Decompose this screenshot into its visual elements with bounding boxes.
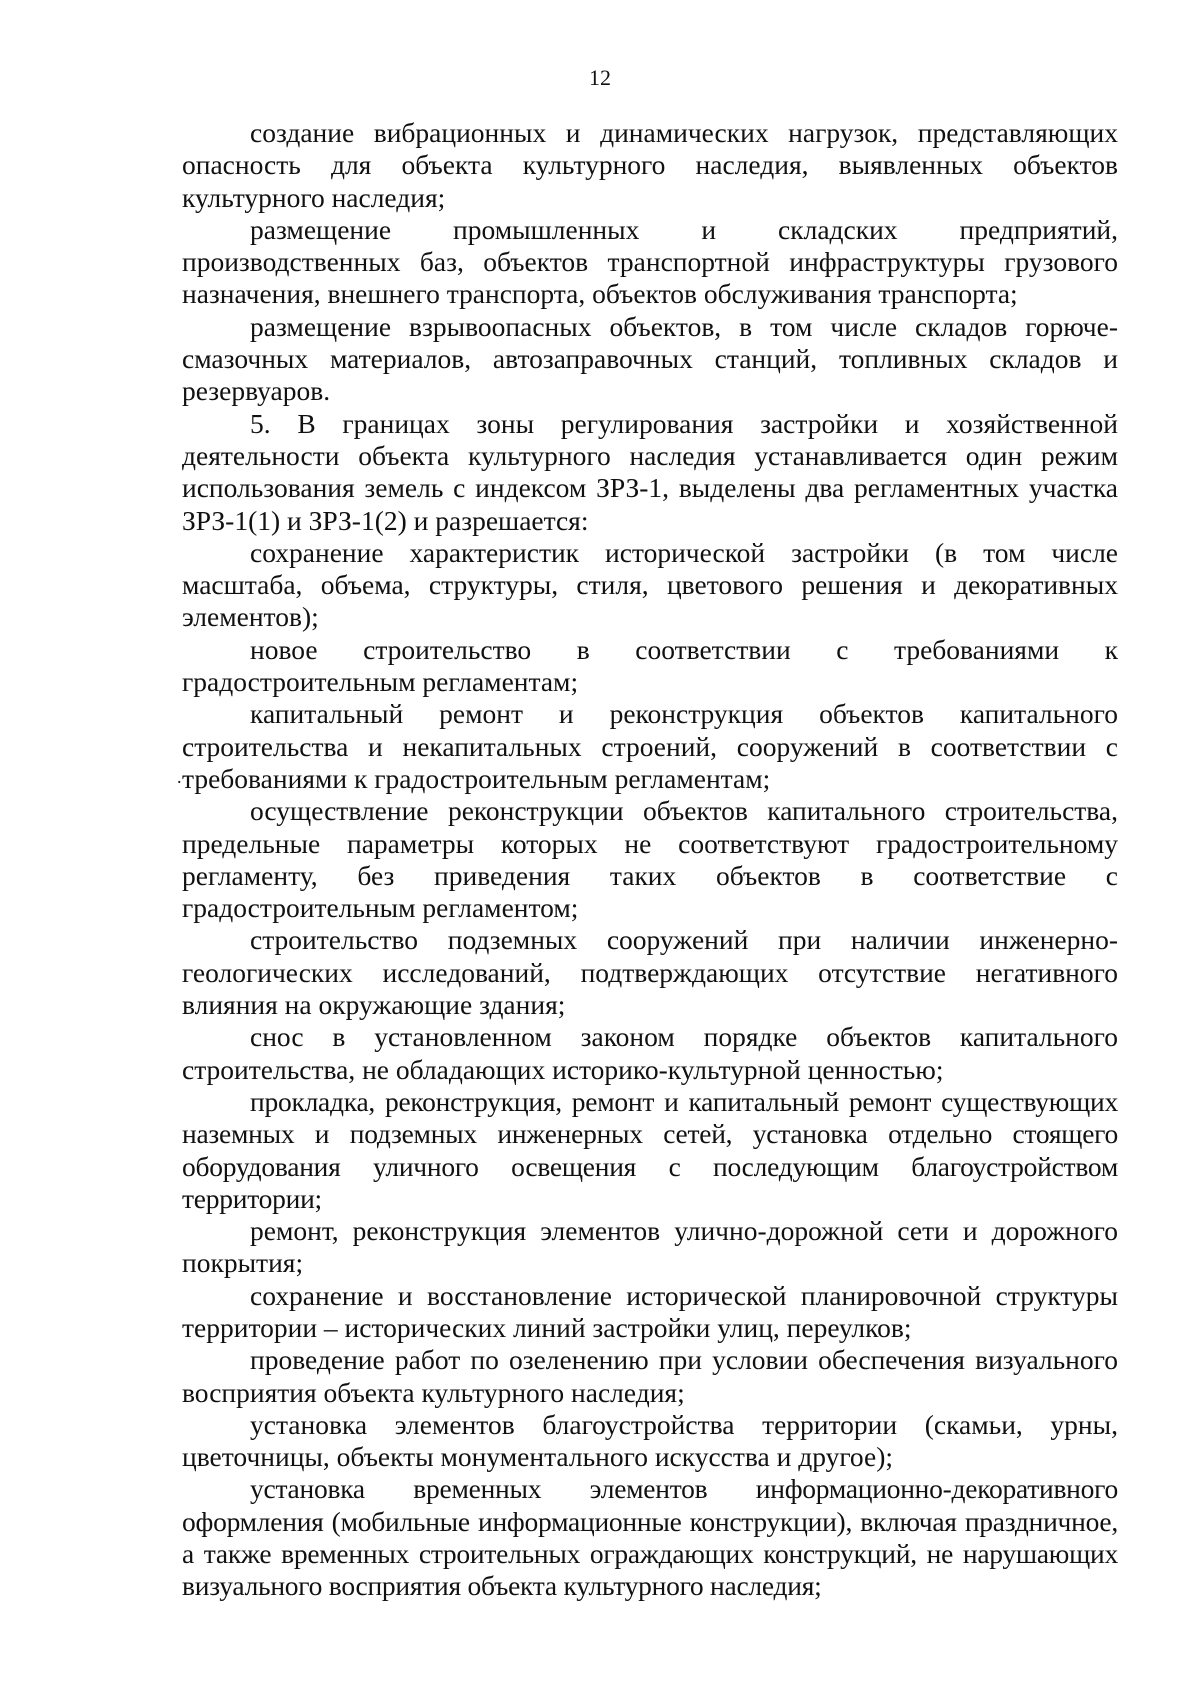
paragraph-item-5-zone-regulation: 5. В границах зоны регулирования застройки и хозяйственной деятельности объекта культурного наследия устанавливается один режим использования земель с индексом ЗРЗ-1, выделены два регламентных участка ЗРЗ-1(1) и ЗРЗ-1(2) и разрешается: [182,407,1118,536]
paragraph-industrial-placement: размещение промышленных и складских предприятий, производственных баз, объектов транспортной инфраструктуры грузового назначения, внешнего транспорта, объектов обслуживания транспорта; [182,213,1118,310]
document-body [177,117,1118,1603]
paragraph-planning-structure: сохранение и восстановление исторической планировочной структуры территории – исторических линий застройки улиц, переулков; [182,1279,1118,1343]
paragraph-vibration-loads: создание вибрационных и динамических нагрузок, представляющих опасность для объекта культурного наследия, выявленных объектов культурного наследия; [182,117,1118,213]
paragraph-engineering-networks: прокладка, реконструкция, ремонт и капитальный ремонт существующих наземных и подземных инженерных сетей, установка отдельно стоящего оборудования уличного освещения с последующим благоустройством территории; [182,1085,1118,1214]
paragraph-explosive-objects: размещение взрывоопасных объектов, в том числе складов горюче-смазочных материалов, автозаправочных станций, топливных складов и резервуаров. [182,310,1118,407]
paragraph-demolition: снос в установленном законом порядке объектов капитального строительства, не обладающих историко-культурной ценностью; [182,1021,1118,1085]
paragraph-new-construction: новое строительство в соответствии с требованиями к градостроительным регламентам; [182,633,1118,698]
paragraph-temporary-decor: установка временных элементов информационно-декоративного оформления (мобильные информационные конструкции), включая праздничное, а также временных строительных ограждающих конструкций, не нарушающих визуального восприятия объекта культурного наследия; [182,1473,1118,1602]
paragraph-improvement-elements: установка элементов благоустройства территории (скамьи, урны, цветочницы, объекты монументального искусства и другое); [182,1408,1118,1473]
paragraph-road-network: ремонт, реконструкция элементов улично-дорожной сети и дорожного покрытия; [182,1215,1118,1279]
paragraph-reconstruction: осуществление реконструкции объектов капитального строительства, предельные параметры которых не соответствуют градостроительному регламенту, без приведения таких объектов в соответствие с градостроительным регламентом; [182,795,1118,924]
stray-dot-mark: . [177,767,182,787]
page-number: 12 [589,65,611,90]
paragraph-preserve-historic-buildings: сохранение характеристик исторической застройки (в том числе масштаба, объема, структуры, стиля, цветового решения и декоративных элементов); [182,536,1118,633]
paragraph-landscaping: проведение работ по озеленению при условии обеспечения визуального восприятия объекта культурного наследия; [182,1344,1118,1408]
paragraph-capital-repair: капитальный ремонт и реконструкция объектов капитального строительства и некапитальных строений, сооружений в соответствии с требованиями к градостроительным регламентам; [182,698,1118,794]
paragraph-underground-structures: строительство подземных сооружений при наличии инженерно-геологических исследований, подтверждающих отсутствие негативного влияния на окружающие здания; [182,924,1118,1021]
